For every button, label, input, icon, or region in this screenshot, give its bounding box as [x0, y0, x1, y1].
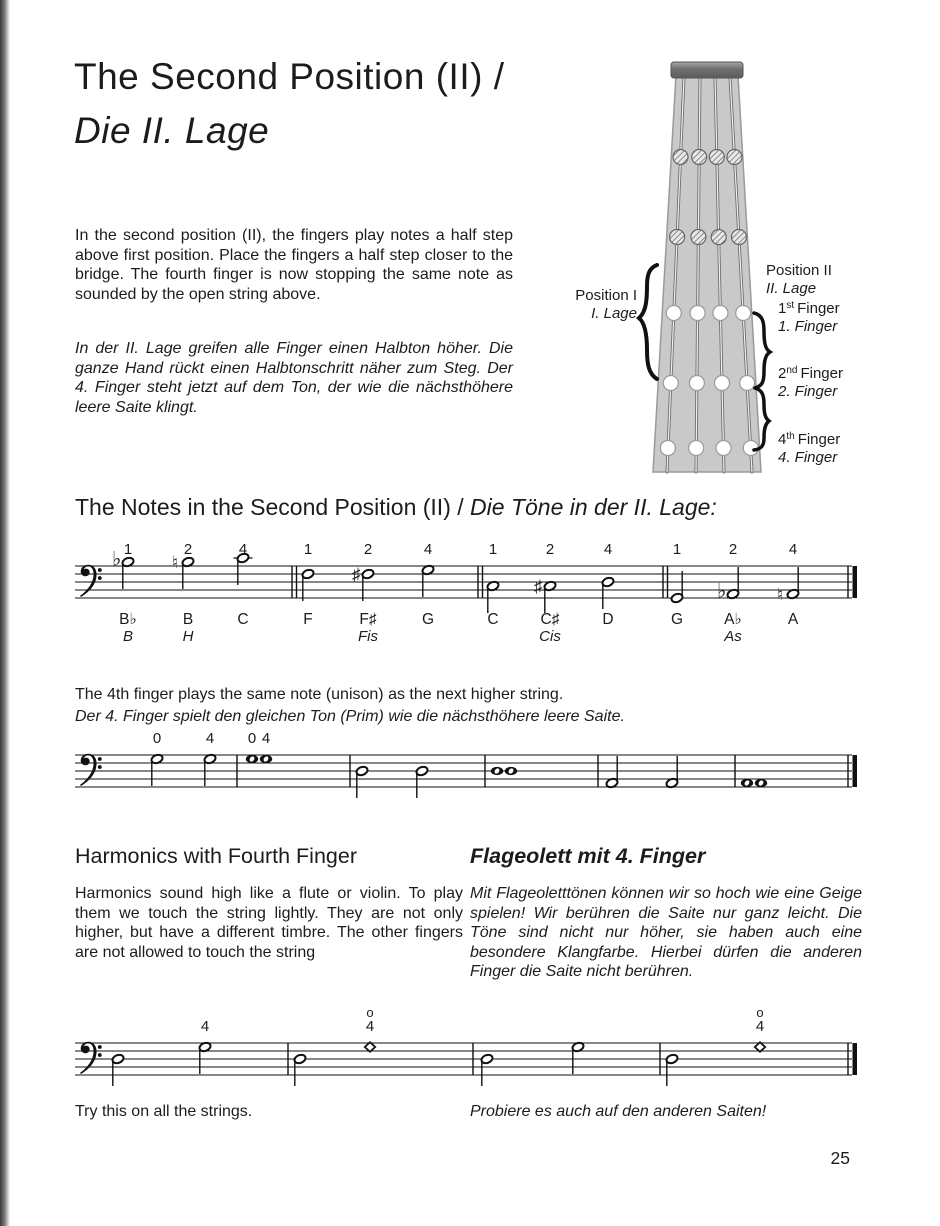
note-name-de: H: [182, 628, 194, 645]
fingering-label: 1: [303, 541, 313, 558]
note-name-de: As: [724, 628, 742, 645]
note-name-de: B: [122, 628, 134, 645]
fingering-label: 2: [183, 541, 193, 558]
harmonics-heading-en: Harmonics with Fourth Finger: [75, 844, 357, 868]
page-title-en: The Second Position (II) /: [74, 56, 505, 97]
note: [415, 765, 428, 798]
left-brace-icon: [639, 265, 657, 379]
note: [172, 541, 195, 645]
fingering-label: 1: [488, 541, 498, 558]
fingering-label: 0: [247, 730, 257, 747]
harmonics-body-en: Harmonics sound high like a flute or violin. To play them we touch the string lightly. They are not only higher, but have a different timbre. The other fingers are not allowed to touch the string: [75, 885, 463, 961]
label-position2-de: II. Lage: [766, 280, 817, 297]
accidental-glyph: ♭: [112, 548, 122, 571]
note-name-en: C: [487, 611, 499, 628]
label-finger1-de: 1. Finger: [778, 318, 838, 335]
note: [355, 765, 368, 798]
note-name-en: G: [670, 611, 684, 628]
staff-3: [60, 1000, 875, 1095]
label-finger4-de: 4. Finger: [778, 449, 838, 466]
note-name-en: F♯: [359, 611, 377, 628]
note: [293, 1053, 306, 1086]
notes-heading-de: Die Töne in der II. Lage:: [470, 494, 717, 520]
fingering-label: 2: [728, 541, 738, 558]
staff-lines: [75, 1043, 852, 1075]
note-name-en: B: [182, 611, 194, 628]
accidental-glyph: ♮: [777, 585, 784, 604]
accidental-glyph: ♮: [172, 553, 179, 572]
fingering-label: 4: [365, 1018, 375, 1035]
fingering-label: 0: [152, 730, 162, 747]
note: [198, 1018, 211, 1074]
harmonic-circle-label: o: [366, 1005, 374, 1020]
label-finger2-de: 2. Finger: [778, 383, 838, 400]
fingering-label: 4: [200, 1018, 210, 1035]
bass-clef-icon: [80, 1042, 102, 1074]
note: [571, 1041, 584, 1074]
bass-clef-icon: [80, 754, 102, 786]
label-position1-de: I. Lage: [591, 305, 637, 322]
note: [486, 541, 499, 628]
fingering-label: 2: [545, 541, 555, 558]
note: [246, 730, 258, 763]
fingering-label: 4: [238, 541, 248, 558]
intro-paragraph-de: In der II. Lage greifen alle Finger einen Halbton höher. Die ganze Hand rückt einen Halbtonschritt näher zum Steg. Der 4. Finger steht jetzt auf dem Ton, der wie die nächsthöhere leere Saite klingt.: [75, 340, 513, 416]
note: [601, 541, 614, 628]
note: [534, 541, 561, 645]
note-name-de: Fis: [358, 628, 378, 645]
fingering-label: 1: [123, 541, 133, 558]
staff-1: [60, 530, 875, 655]
note: [670, 541, 683, 628]
note: [421, 541, 434, 628]
fingering-label: 4: [261, 730, 271, 747]
unison-note-en: The 4th finger plays the same note (unison) as the next higher string.: [75, 686, 564, 703]
note: [755, 1005, 765, 1052]
binding-shadow: [0, 0, 10, 1226]
note-name-en: A♭: [724, 611, 742, 628]
note: [260, 730, 272, 763]
note-name-en: A: [787, 611, 799, 628]
accidental-glyph: ♯: [534, 577, 543, 596]
harmonic-circle-label: o: [756, 1005, 764, 1020]
note: [352, 541, 378, 645]
note: [741, 779, 753, 787]
page-title-de: Die II. Lage: [74, 110, 270, 151]
notes-section-heading: [75, 494, 717, 521]
fingerboard-diagram: [553, 55, 895, 480]
note: [505, 767, 517, 775]
intro-paragraph-en: In the second position (II), the fingers play notes a half step above first position. Place the fingers a half step closer to the bridge. The fourth finger is now stopping the same note as sounded by the open string above.: [75, 227, 513, 303]
note: [665, 1053, 678, 1086]
note: [605, 756, 618, 789]
note-name-en: G: [421, 611, 435, 628]
note: [301, 541, 314, 628]
fingering-label: 4: [205, 730, 215, 747]
note-name-en: C♯: [540, 611, 560, 628]
note: [150, 730, 163, 786]
note: [203, 730, 216, 786]
footer-note-en: Try this on all the strings.: [75, 1103, 253, 1120]
note: [365, 1005, 375, 1052]
right-brace-upper-icon: [754, 313, 770, 388]
note: [665, 756, 678, 789]
note: [491, 767, 503, 775]
fingering-label: 1: [672, 541, 682, 558]
unison-note-de: Der 4. Finger spielt den gleichen Ton (Prim) wie die nächsthöhere leere Saite.: [75, 708, 625, 725]
accidental-glyph: ♯: [352, 565, 361, 584]
note: [480, 1053, 493, 1086]
note-name-de: Cis: [539, 628, 561, 645]
note-name-en: B♭: [119, 611, 137, 628]
note-name-en: D: [602, 611, 614, 628]
harmonics-body-de: Mit Flageoletttönen können wir so hoch wie eine Geige spielen! Wir berühren die Saite nur ganz leicht. Die Töne sind nicht nur höher, sie haben auch eine besondere Klangfarbe. Hierbei dürfen die anderen Finger die Saite nicht berühren.: [470, 885, 862, 980]
note: [717, 541, 742, 645]
note-name-en: F: [303, 611, 313, 628]
accidental-glyph: ♭: [717, 580, 727, 603]
note: [112, 541, 137, 645]
note: [234, 541, 253, 628]
label-finger1-en: 1st Finger: [778, 300, 840, 317]
fingering-label: 4: [755, 1018, 765, 1035]
note: [777, 541, 800, 628]
label-finger2-en: 2nd Finger: [778, 365, 843, 382]
label-position1-en: Position I: [575, 287, 637, 304]
note-name-en: C: [237, 611, 249, 628]
fingering-label: 4: [603, 541, 613, 558]
label-position2-en: Position II: [766, 262, 832, 279]
notes-heading-en: The Notes in the Second Position (II) /: [75, 494, 471, 520]
footer-note-de: Probiere es auch auf den anderen Saiten!: [470, 1103, 767, 1120]
fingering-label: 2: [363, 541, 373, 558]
nut: [671, 62, 743, 78]
harmonics-heading-de: Flageolett mit 4. Finger: [470, 844, 706, 868]
label-finger4-en: 4th Finger: [778, 431, 841, 448]
page-number: 25: [830, 1148, 850, 1168]
fingering-label: 4: [423, 541, 433, 558]
note: [111, 1053, 124, 1086]
fingering-label: 4: [788, 541, 798, 558]
staff-2: [60, 722, 875, 817]
bass-clef-icon: [80, 565, 102, 597]
note: [755, 779, 767, 787]
